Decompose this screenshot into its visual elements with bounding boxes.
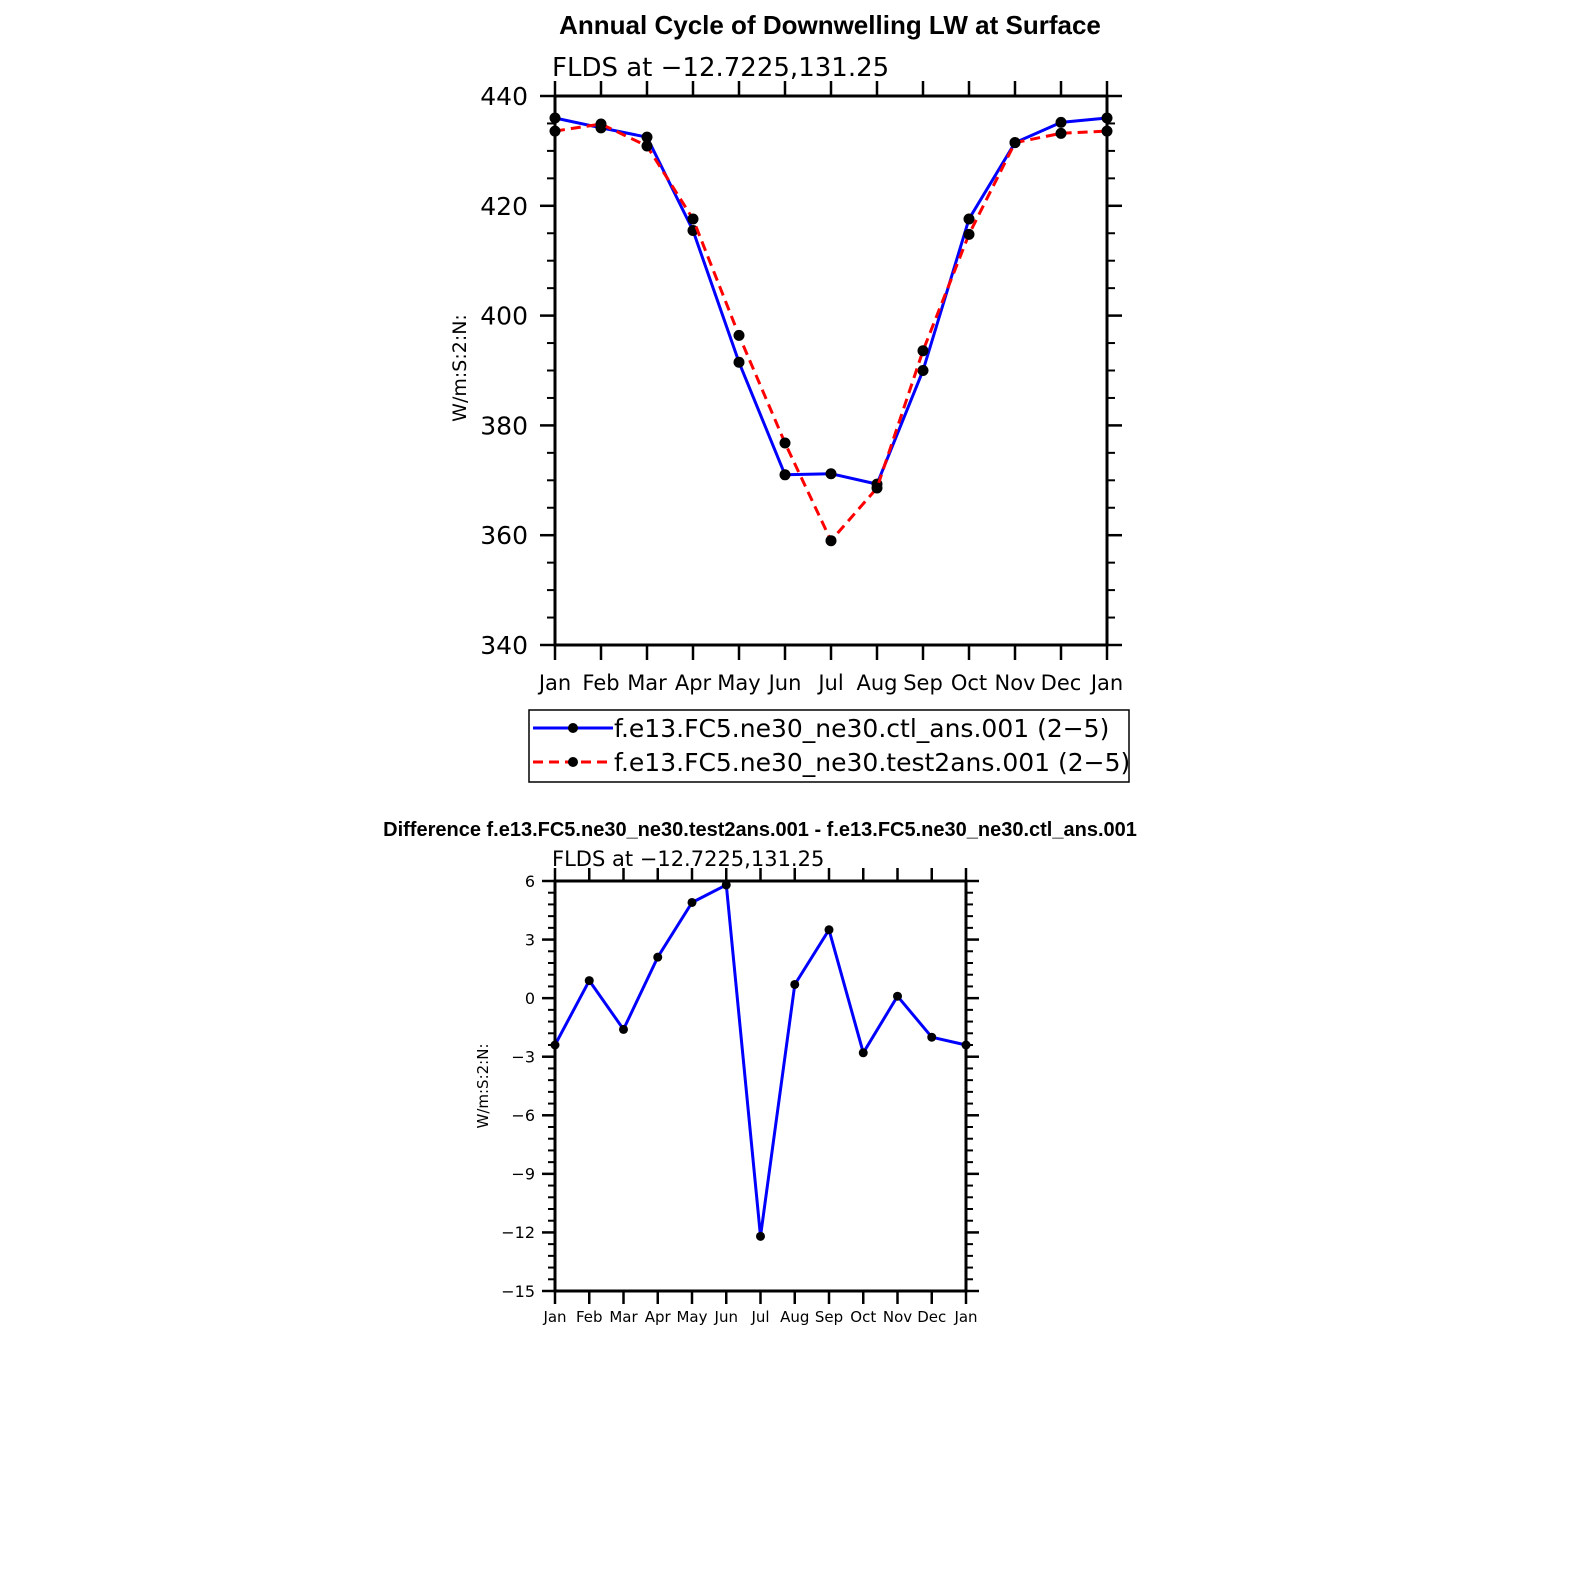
y-tick-label: −9 [511, 1164, 535, 1184]
annual-cycle-chart [449, 10, 1130, 782]
data-point [688, 213, 699, 224]
x-tick-label: Mar [627, 671, 667, 695]
x-tick-label: Sep [903, 671, 943, 695]
legend-marker-ctl [568, 723, 578, 733]
data-point [825, 925, 834, 934]
x-tick-label: Jan [1090, 671, 1124, 695]
x-tick-labels [537, 671, 1123, 695]
y-tick-label: −15 [501, 1281, 535, 1301]
legend-marker-test [568, 757, 578, 767]
legend-entry-test [533, 748, 1130, 777]
data-point [734, 330, 745, 341]
y-tick-label: 6 [524, 871, 535, 891]
legend-label-test: f.e13.FC5.ne30_ne30.test2ans.001 (2−5) [614, 748, 1131, 777]
data-point [734, 357, 745, 368]
legend-label-ctl: f.e13.FC5.ne30_ne30.ctl_ans.001 (2−5) [614, 714, 1110, 743]
legend-entry-ctl [533, 714, 1109, 743]
series-line-ctl [555, 885, 966, 1236]
y-tick-label: 3 [524, 930, 535, 950]
x-tick-label: Nov [994, 671, 1036, 695]
y-tick-labels [480, 82, 528, 660]
legend [529, 710, 1130, 782]
x-tick-label: Apr [644, 1308, 671, 1326]
data-point [859, 1048, 868, 1057]
data-point [893, 992, 902, 1001]
data-point [596, 118, 607, 129]
y-tick-label: −6 [511, 1106, 535, 1126]
series-group [551, 880, 971, 1240]
x-tick-label: Dec [1040, 671, 1082, 695]
data-point [826, 535, 837, 546]
x-tick-label: Jul [818, 671, 844, 695]
y-tick-label: −3 [511, 1047, 535, 1067]
y-axis-label: W/m:S:2:N: [449, 314, 471, 422]
x-tick-label: May [717, 671, 761, 695]
data-point [790, 980, 799, 989]
x-tick-label: Sep [814, 1308, 844, 1326]
chart-subtitle: FLDS at −12.7225,131.25 [552, 53, 890, 83]
y-axis-label: W/m:S:2:N: [474, 1043, 492, 1129]
x-tick-label: Mar [609, 1308, 638, 1326]
x-tick-label: Jan [954, 1308, 978, 1326]
chart-subtitle: FLDS at −12.7225,131.25 [552, 847, 825, 871]
data-point [688, 898, 697, 907]
data-point [1056, 128, 1067, 139]
x-tick-label: Feb [575, 1308, 603, 1326]
y-tick-label: −12 [501, 1223, 535, 1243]
axis-ticks [540, 81, 1122, 660]
series-group [550, 112, 1113, 546]
data-point [780, 469, 791, 480]
data-point [964, 213, 975, 224]
difference-chart [383, 819, 1137, 1326]
x-tick-label: Apr [674, 671, 712, 695]
chart-title: Annual Cycle of Downwelling LW at Surface [559, 10, 1101, 40]
y-tick-label: 360 [480, 521, 528, 551]
x-tick-label: Oct [950, 671, 988, 695]
data-point [1010, 137, 1021, 148]
x-tick-labels [542, 1308, 977, 1326]
data-point [964, 229, 975, 240]
x-tick-label: Dec [917, 1308, 947, 1326]
x-tick-label: Jul [751, 1308, 770, 1326]
y-tick-label: 340 [480, 631, 528, 660]
data-point [872, 482, 883, 493]
data-point [756, 1232, 765, 1241]
x-tick-label: Jan [543, 1308, 567, 1326]
x-tick-label: Jun [714, 1308, 738, 1326]
x-tick-label: Oct [850, 1308, 877, 1326]
y-tick-label: 380 [480, 411, 528, 441]
x-tick-label: Jan [538, 671, 572, 695]
chart-title: Difference f.e13.FC5.ne30_ne30.test2ans.001 - f.e13.FC5.ne30_ne30.ctl_ans.001 [383, 819, 1137, 841]
data-point [927, 1033, 936, 1042]
data-point [918, 365, 929, 376]
data-point [918, 345, 929, 356]
x-tick-label: Aug [856, 671, 898, 695]
series-line-ctl [555, 118, 1107, 484]
data-point [780, 437, 791, 448]
plot-frame [555, 96, 1107, 645]
data-point [653, 953, 662, 962]
data-point [619, 1025, 628, 1034]
data-point [642, 140, 653, 151]
x-tick-label: Nov [882, 1308, 913, 1326]
y-tick-labels [501, 872, 535, 1301]
x-tick-label: May [676, 1308, 708, 1326]
x-tick-label: Jun [768, 671, 802, 695]
data-point [1056, 117, 1067, 128]
y-tick-label: 0 [524, 988, 535, 1008]
x-tick-label: Aug [780, 1308, 810, 1326]
data-point [585, 976, 594, 985]
data-point [826, 468, 837, 479]
y-tick-label: 420 [480, 191, 528, 221]
y-tick-label: 400 [480, 301, 528, 331]
x-tick-label: Feb [582, 671, 620, 695]
y-tick-label: 440 [480, 82, 528, 111]
